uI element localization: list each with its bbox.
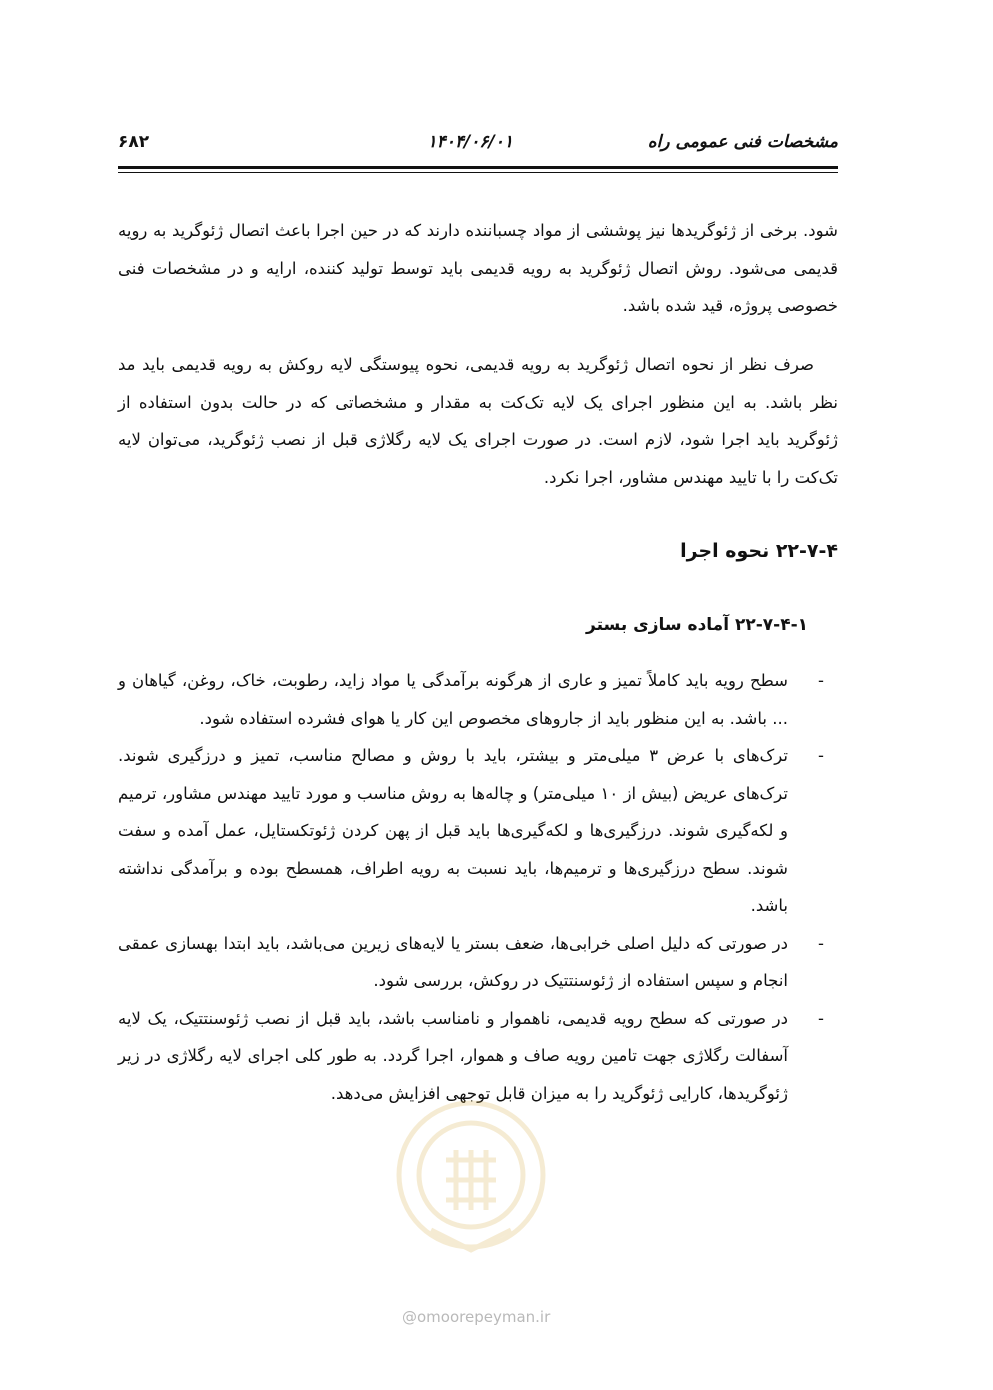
- list-item-text: ترک‌های با عرض ۳ میلی‌متر و بیشتر، باید با روش و مصالح مناسب، تمیز و درزگیری شوند. ترک‌های عریض (بیش از ۱۰ میلی‌متر) و چاله‌ها به روش مناسب و مورد تایید مهندس مشاور، ترمیم و لکه‌گیری شوند. درزگیری‌ها و لکه‌گیری‌ها باید قبل از پهن کردن ژئوتکستایل، عمل آمده و سفت شوند. سطح درزگیری‌ها و ترمیم‌ها، باید نسبت به رویه اطراف، همسطح بوده و برآمدگی نداشته باشد.: [118, 746, 789, 915]
- page-header: [118, 128, 838, 162]
- page-number: ۶۸۲: [118, 132, 150, 152]
- list-item: [118, 925, 838, 1000]
- paragraph-2: صرف نظر از نحوه اتصال ژئوگرید به رویه قدیمی، نحوه پیوستگی لایه روکش به رویه قدیمی باید مد نظر باشد. به این منظور اجرای یک لایه تک‌کت به مقدار و مشخصاتی که در حالت بدون استفاده از ژئوگرید باید اجرا شود، لازم است. در صورت اجرای یک لایه رگلاژی قبل از نصب ژئوگرید، می‌توان لایه تک‌کت را با تایید مهندس مشاور، اجرا نکرد.: [118, 355, 838, 487]
- header-rule-thin: [118, 172, 838, 173]
- list-item-text: در صورتی که دلیل اصلی خرابی‌ها، ضعف بستر یا لایه‌های زیرین می‌باشد، باید ابتدا بهسازی عمقی انجام و سپس استفاده از ژئوسنتتیک در روکش، بررسی شود.: [118, 933, 788, 990]
- paragraph-1: شود. برخی از ژئوگریدها نیز پوششی از مواد چسباننده دارند که در حین اجرا باعث اتصال ژئوگرید به رویه قدیمی می‌شود. روش اتصال ژئوگرید به رویه قدیمی باید توسط تولید کننده، ارایه و در مشخصات فنی خصوصی پروژه، قید شده باشد.: [118, 221, 838, 315]
- header-rule-thick: [118, 166, 838, 169]
- watermark-logo-icon: [386, 1080, 556, 1270]
- list-item-text: سطح رویه باید کاملاً تمیز و عاری از هرگونه برآمدگی یا مواد زاید، رطوبت، خاک، روغن، گیاهان و ... باشد. به این منظور باید از جاروهای مخصوص این کار یا هوای فشرده استفاده شود.: [118, 671, 788, 728]
- list-marker: -: [818, 746, 824, 765]
- list-marker: -: [818, 671, 824, 690]
- list-item: [118, 662, 838, 737]
- list-marker: -: [818, 1008, 824, 1028]
- bullet-list: [118, 662, 838, 1112]
- subsection-heading: ۲۲-۷-۴-۱ آماده سازی بستر: [586, 615, 808, 635]
- list-item: [118, 737, 838, 925]
- header-date: ۱۴۰۴/۰۶/۰۱: [427, 132, 513, 152]
- list-marker: -: [818, 933, 824, 953]
- list-item-text: در صورتی که سطح رویه قدیمی، ناهموار و نامناسب باشد، باید قبل از نصب ژئوسنتتیک، یک لایه آسفالت رگلاژی جهت تامین رویه صاف و هموار، اجرا گردد. به طور کلی اجرای لایه رگلاژی در زیر ژئوگریدها، کارایی ژئوگرید را به میزان قابل توجهی افزایش می‌دهد.: [118, 1008, 788, 1103]
- section-heading: ۲۲-۷-۴ نحوه اجرا: [680, 540, 838, 562]
- header-title: مشخصات فنی عمومی راه: [647, 132, 838, 152]
- watermark-text: @omoorepeyman.ir: [402, 1308, 551, 1326]
